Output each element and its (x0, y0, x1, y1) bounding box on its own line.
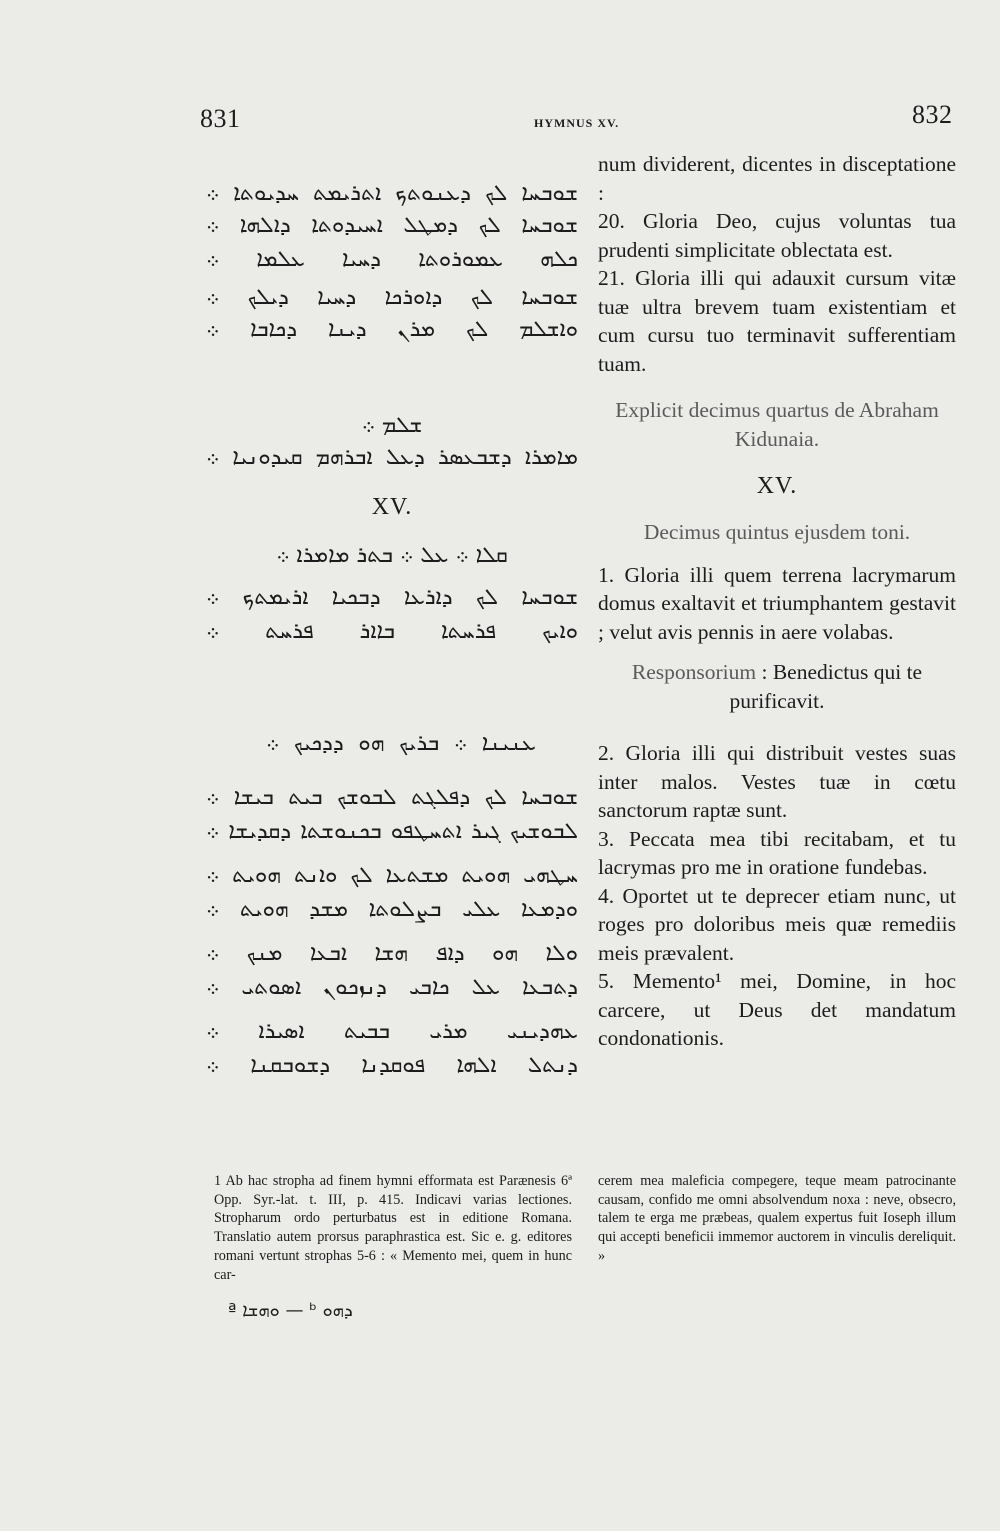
syriac-line: ܘܕܡܥܐ ܥܠܝ ܒܨܠܘܬܐ ܡܫܕ ܗܘܝܬ ܀ (206, 897, 578, 922)
latin-paragraph: 21. Gloria illi qui adauxit cursum vitæ tuæ ultra brevem tuam existentiam et cum cursu tuo terminavit sufferentiam tuam. (598, 266, 956, 376)
hymn-subtitle: Decimus quintus ejusdem toni. (643, 520, 911, 544)
footnote-left: 1 Ab hac stropha ad finem hymni efformata est Parænesis 6ª Opp. Syr.-lat. t. III, p. 415. Indicavi varias lectiones. Stropharum ordo perturbatus est in editione Romana. Translatio autem prorsus paraphrastica est. Sic e. g. editores romani vertunt strophas 5-6 : « Memento mei, quem in hunc car- (214, 1173, 572, 1283)
syriac-line: ܫܘܒܚܐ ܠܟ ܕܐܘܪܟܐ ܕܚܝܐ ܕܝܠܟ ܀ (206, 285, 578, 310)
syriac-line: ܟܠܗ ܥܡܘܪܘܬܐ ܕܚܝܐ ܥܠܡܐ ܀ (206, 247, 578, 272)
syriac-line: ܡܐܡܪܐ ܕܫܒܥܣܪ ܕܥܠ ܐܒܪܗܡ ܩܝܕܘܢܝܐ ܀ (206, 445, 578, 470)
footnote-right: cerem mea maleficia compegere, teque meam patrocinante causam, confido me omni absolvendum noxa : neve, obsecro, talem te erga me præbeas, qualem expertus fuit Ioseph illum qui accepti beneficii immemor auctorem in vinculis dereliquit. » (598, 1173, 956, 1264)
latin-paragraph: 4. Oportet ut te deprecer etiam nunc, ut roges pro doloribus meis quæ remediis meis prævalent. (598, 883, 956, 965)
latin-paragraph: num dividerent, dicentes in disceptatione : (598, 152, 956, 205)
latin-paragraph: 5. Memento¹ mei, Domine, in hoc carcere, ut Deus det mandatum condonationis. (598, 969, 956, 1050)
syriac-line: ܫܘܒܚܐ ܠܟ ܕܦܠܓܬ ܠܒܘܫܟ ܒܝܬ ܒܝܫܐ ܀ (206, 785, 578, 810)
syriac-line: ܫܠܡ ܀ (361, 413, 423, 438)
syriac-column (206, 152, 578, 1080)
syriac-line: ܘܐܝܟ ܦܪܚܬܐ ܒܐܐܪ ܦܪܚܬ ܀ (206, 619, 578, 644)
syriac-line: ܫܘܒܚܐ ܠܟ ܕܥܢܘܬܟ ܐܬܪܝܡܬ ܚܕܝܘܬܐ ܀ (206, 181, 578, 206)
syriac-line: ܘܐܫܠܡ ܠܟ ܡܪܢ ܕܝܢܐ ܕܟܐܒܐ ܀ (206, 317, 578, 342)
syriac-line: ܕܬܒܥܐ ܥܠ ܟܐܒܝ ܕܢܙܟܘܢ ܐܣܘܬܝ ܀ (206, 975, 578, 1000)
syriac-line: ܚܛܗܝ ܗܘܝܬ ܡܫܬܥܐ ܠܟ ܘܐܢܬ ܗܘܝܬ ܀ (206, 863, 578, 888)
syriac-line: ܫܘܒܚܐ ܠܟ ܕܐܪܥܐ ܕܒܟܝܐ ܐܪܝܡܬܟ ܀ (206, 585, 578, 610)
syriac-line: ܕܢܬܠ ܐܠܗܐ ܦܘܩܕܢܐ ܕܫܘܒܩܢܐ ܀ (206, 1053, 578, 1078)
syriac-line: ܩܠܐ ܀ ܥܠ ܀ ܒܬܪ ܡܐܡܪܐ ܀ (276, 543, 508, 568)
right-page-number: 832 (912, 100, 953, 129)
responsorium (598, 658, 956, 715)
syriac-line: ܘܠܐ ܗܘ ܕܐܦ ܗܫܐ ܐܒܥܐ ܡܢܟ ܀ (206, 941, 578, 966)
latin-paragraph: 3. Peccata mea tibi recitabam, et tu lacrymas pro me in oratione fundebas. (598, 826, 956, 879)
running-title: HYMNUS XV. (534, 116, 620, 130)
responsorium-label: Responsorium (631, 660, 757, 684)
syriac-line: ܥܢܝܢܐ ܀ ܒܪܝܟ ܗܘ ܕܕܟܝܟ ܀ (266, 731, 536, 756)
syriac-line: ܫܘܒܚܐ ܠܟ ܕܡܛܠ ܐܚܝܕܘܬܐ ܕܐܠܗܐ ܀ (206, 213, 578, 238)
left-page-number: 831 (200, 104, 241, 133)
syriac-line: ܥܗܕܝܢܝ ܡܪܝ ܒܒܝܬ ܐܣܝܪܐ ܀ (206, 1019, 578, 1044)
page-header (0, 100, 1000, 140)
latin-paragraph: 20. Gloria Deo, cujus voluntas tua prudenti simplicitate oblectata est. (598, 209, 956, 262)
explicit-line: Explicit decimus quartus de Abraham Kidunaia. (615, 398, 939, 451)
latin-column (598, 150, 956, 1053)
latin-paragraph: 2. Gloria illi qui distribuit vestes suas inter malos. Vestes tuæ in cœtu sanctorum raptæ sunt. (598, 741, 956, 822)
variant-readings: ª ܘܗܫܐ — ᵇ ܕܗܘ (228, 1300, 353, 1321)
hymn-heading: XV. (756, 473, 798, 499)
hymn-heading-syriac-side: XV. (371, 494, 413, 520)
responsorium-text: : Benedictus qui te purificavit. (729, 660, 923, 713)
latin-paragraph: 1. Gloria illi quem terrena lacrymarum domus exaltavit et triumphantem gestavit ; velut avis pennis in aere volabas. (598, 562, 956, 644)
syriac-line: ܠܒܘܫܝܟ ܓܝܪ ܐܬܚܛܦܘ ܒܟܢܘܫܬܐ ܕܩܕܝܫܐ ܀ (206, 819, 578, 844)
